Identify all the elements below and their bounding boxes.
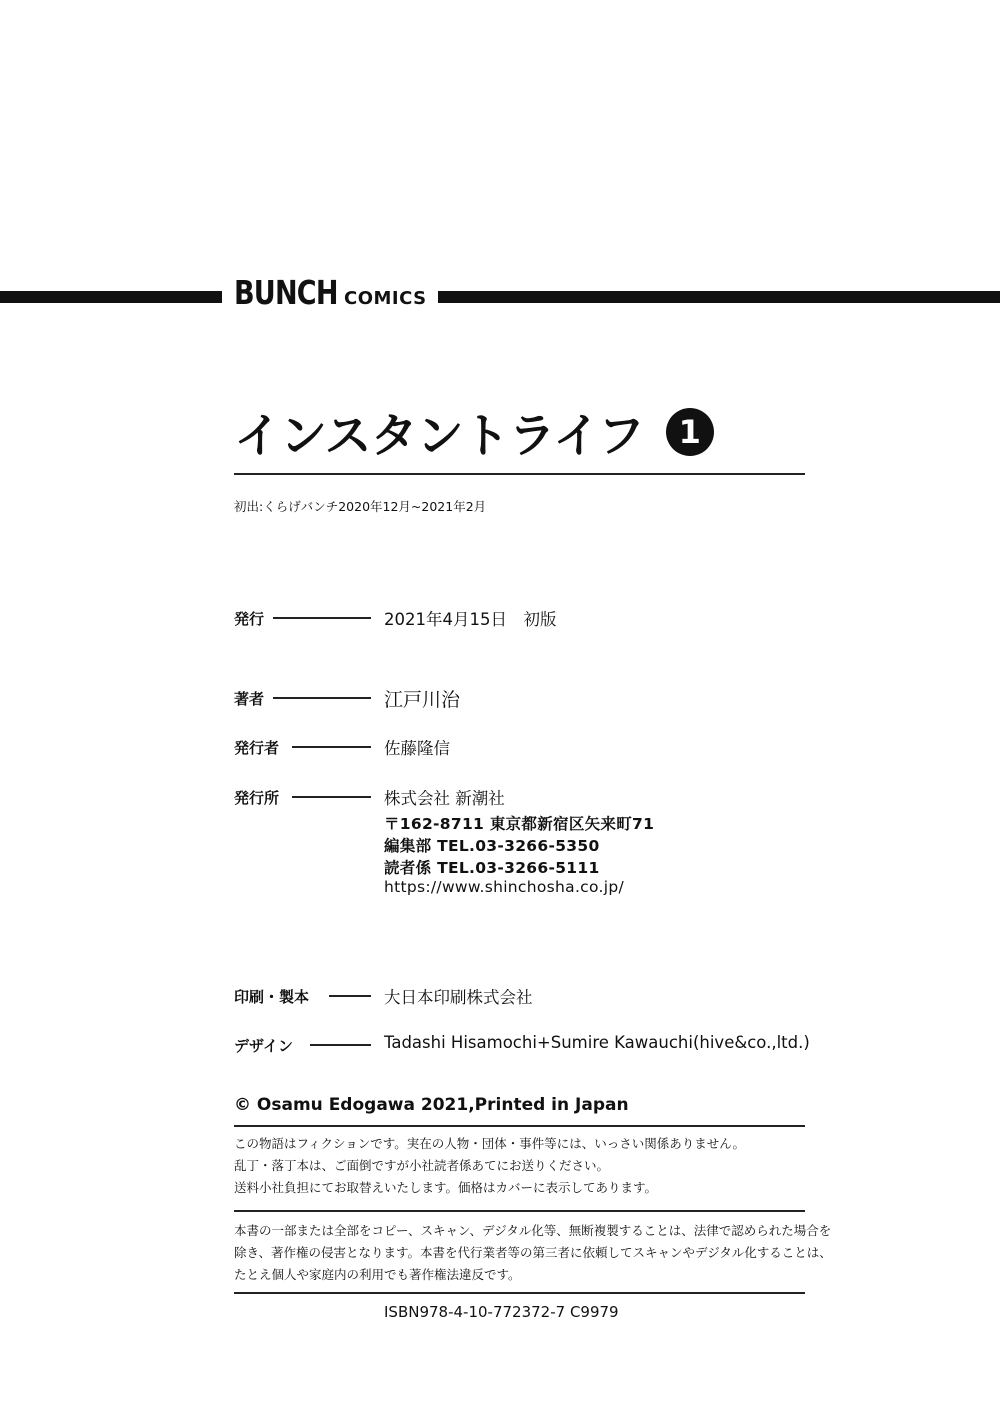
brand-sub-text: COMICS [344,288,427,309]
brand-band-left [0,291,222,303]
notes-block-1 [234,1133,745,1199]
design-label: デザイン [234,1037,293,1055]
brand-logo [234,273,427,313]
publisher-label: 発行所 [234,789,280,807]
note-line: たとえ個人や家庭内の利用でも著作権法違反です。 [234,1267,521,1282]
leader-line [292,746,371,748]
leader-line [292,796,371,798]
author-name: 江戸川治 [384,689,461,711]
notes-bottom-rule [234,1292,805,1294]
note-line: この物語はフィクションです。実在の人物・団体・事件等には、いっさい関係ありません。 [234,1136,746,1151]
brand-band-right [438,291,1000,303]
publisher-person-label: 発行者 [234,739,280,757]
leader-line [310,1044,371,1046]
copyright: © Osamu Edogawa 2021,Printed in Japan [234,1095,629,1115]
editorial-tel: 編集部 TEL.03-3266-5350 [384,837,600,855]
reader-tel: 読者係 TEL.03-3266-5111 [384,859,600,877]
publisher-address: 〒162-8711 東京都新宿区矢来町71 [384,815,655,833]
leader-line [273,617,371,619]
volume-badge: 1 [666,408,714,456]
title-block [234,400,714,464]
printer-name: 大日本印刷株式会社 [384,988,533,1007]
notes-top-rule [234,1125,805,1127]
printing-label: 印刷・製本 [234,988,310,1006]
leader-line [329,995,371,997]
notes-block-2 [234,1220,832,1286]
book-title: インスタントライフ [234,408,644,464]
publish-date-label: 発行 [234,610,265,628]
publisher-person: 佐藤隆信 [384,739,450,758]
note-line: 乱丁・落丁本は、ご面倒ですが小社読者係あてにお送りください。 [234,1158,610,1173]
isbn: ISBN978-4-10-772372-7 C9979 [384,1303,619,1321]
first-published: 初出:くらげバンチ2020年12月~2021年2月 [234,499,487,514]
note-line: 本書の一部または全部をコピー、スキャン、デジタル化等、無断複製することは、法律で認められた場合を [234,1223,832,1238]
publisher-name: 株式会社 新潮社 [384,789,505,808]
title-rule [234,473,805,475]
brand-main-text: BUNCH [234,273,338,312]
notes-middle-rule [234,1210,805,1212]
author-label: 著者 [234,690,265,708]
note-line: 送料小社負担にてお取替えいたします。価格はカバーに表示してあります。 [234,1180,658,1195]
leader-line [273,697,371,699]
publish-date: 2021年4月15日 初版 [384,610,557,629]
designer-name: Tadashi Hisamochi+Sumire Kawauchi(hive&co.,ltd.) [384,1033,810,1052]
note-line: 除き、著作権の侵害となります。本書を代行業者等の第三者に依頼してスキャンやデジタル化することは、 [234,1245,832,1260]
publisher-url[interactable]: https://www.shinchosha.co.jp/ [384,878,625,896]
